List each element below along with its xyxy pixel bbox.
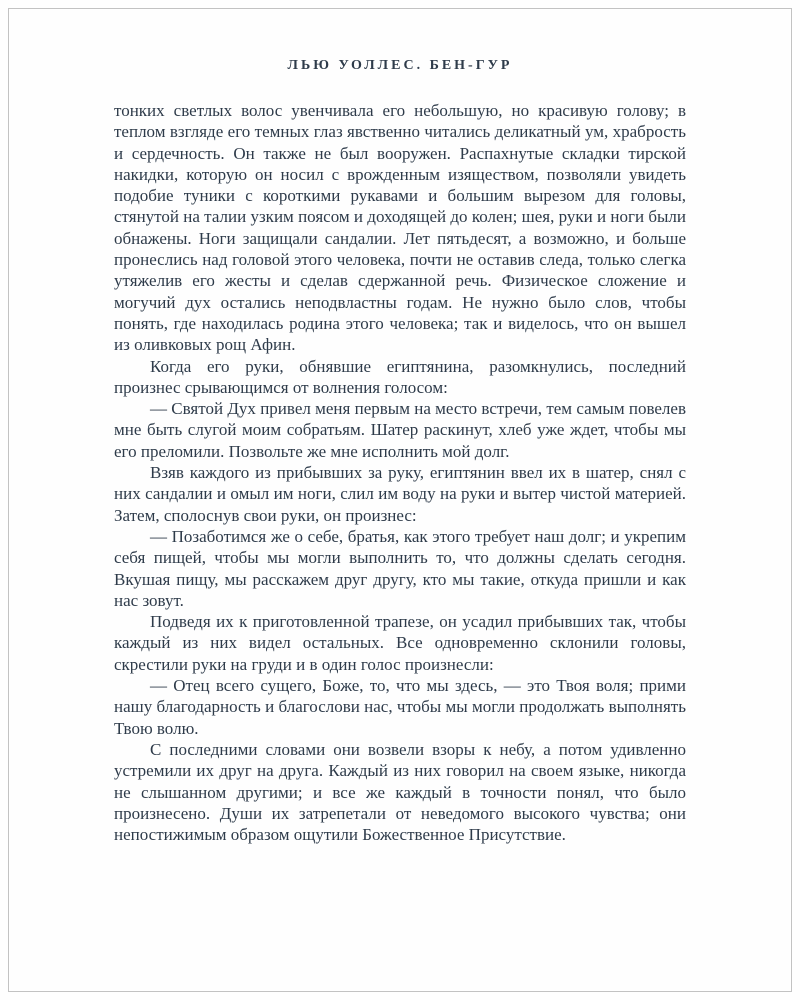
text-block — [114, 100, 686, 845]
paragraph: — Позаботимся же о себе, братья, как этого требует наш долг; и укрепим себя пищей, чтобы мы могли выполнить то, что должны сделать сегодня. Вкушая пищу, мы расскажем друг другу, кто мы такие, откуда пришли и как нас зовут. — [114, 526, 686, 610]
paragraph: тонких светлых волос увенчивала его небольшую, но красивую голову; в теплом взгляде его темных глаз явственно читались деликатный ум, храбрость и сердечность. Он также не был вооружен. Распахнутые складки тирской накидки, которую он носил с врожденным изяществом, позволяли увидеть подобие туники с короткими рукавами и большим вырезом для головы, стянутой на талии узким поясом и доходящей до колен; шея, руки и ноги были обнажены. Ноги защищали сандалии. Лет пятьдесят, а возможно, и больше пронеслись над головой этого человека, почти не оставив следа, только слегка утяжелив его жесты и сделав сдержанной речь. Физическое сложение и могучий дух остались неподвластны годам. Не нужно было слов, чтобы понять, где находилась родина этого человека; так и виделось, что он вышел из оливковых рощ Афин. — [114, 101, 686, 355]
paragraph: С последними словами они возвели взоры к небу, а потом удивленно устремили их друг на друга. Каждый из них говорил на своем языке, никогда не слышанном другими; и все же каждый в точности понял, что было произнесено. Души их затрепетали от неведомого высокого чувства; они непостижимым образом ощутили Божественное Присутствие. — [114, 739, 686, 845]
running-header: ЛЬЮ УОЛЛЕС. БЕН-ГУР — [287, 58, 513, 73]
paragraph: — Отец всего сущего, Боже, то, что мы здесь, — это Твоя воля; прими нашу благодарность и благослови нас, чтобы мы могли продолжать выполнять Твою волю. — [114, 676, 686, 738]
paragraph: Подведя их к приготовленной трапезе, он усадил прибывших так, чтобы каждый из них видел остальных. Все одновременно склонили головы, скрестили руки на груди и в один голос произнесли: — [114, 612, 686, 674]
paragraph: — Святой Дух привел меня первым на место встречи, тем самым повелев мне быть слугой моим собратьям. Шатер раскинут, хлеб уже ждет, чтобы мы его преломили. Позвольте же мне исполнить мой долг. — [114, 399, 686, 461]
paragraph: Взяв каждого из прибывших за руку, египтянин ввел их в шатер, снял с них сандалии и омыл им ноги, слил им воду на руки и вытер чистой материей. Затем, сполоснув свои руки, он произнес: — [114, 463, 686, 525]
paragraph: Когда его руки, обнявшие египтянина, разомкнулись, последний произнес срывающимся от волнения голосом: — [114, 356, 686, 397]
